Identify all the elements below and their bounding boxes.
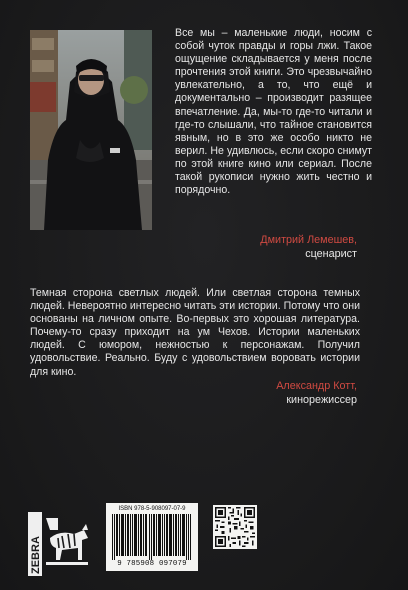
- publisher-logo-text: ZEBRA: [30, 536, 42, 574]
- review-author-bottom: [175, 380, 357, 407]
- review-author-bottom-name: Александр Котт,: [276, 380, 357, 392]
- zebra-icon: [28, 512, 92, 576]
- isbn-barcode: [106, 503, 198, 571]
- review-author-top-name: Дмитрий Лемешев,: [260, 234, 357, 246]
- review-author-bottom-role: кинорежиссер: [286, 393, 357, 406]
- review-author-top: [175, 234, 357, 261]
- author-photo: [30, 30, 152, 230]
- review-quote-top-text: Все мы – маленькие люди, носим с собой чуток правды и горы лжи. Такое ощущение складывается у меня после прочтения этой книги. Это чрезвычайно увлекательно, а то, что ещё и документально – производит разящее впечатление. Да, мы-то где-то читали и где-то слышали, что тайное становится явным, но в это же особо никто не верил. Не удивлюсь, если скоро снимут по этой книге кино или сериал. После такой рукописи нужно жить честно и порядочно.: [175, 27, 372, 197]
- publisher-logo: [28, 512, 92, 576]
- barcode-bars: [110, 514, 194, 560]
- review-author-top-role: сценарист: [305, 247, 357, 260]
- author-photo-image: [30, 30, 152, 230]
- isbn-label: ISBN 978-5-908097-07-9: [118, 506, 186, 512]
- review-quote-top: [175, 27, 372, 197]
- review-quote-bottom: [30, 287, 360, 379]
- barcode-digits: 9 785908 097079: [117, 560, 187, 568]
- qr-code[interactable]: [213, 505, 257, 549]
- review-quote-bottom-text: Темная сторона светлых людей. Или светлая сторона темных людей. Невероятно интересно читать эти истории. Потому что они основаны на личном опыте. Во-первых это хорошая литература. Почему-то сразу приходит на ум Чехов. Истории маленьких людей. С юмором, нежностью к персонажам. Получил удовольствие. Реально. Буду с удовольствием воровать истории для кино.: [30, 287, 360, 378]
- qr-code-icon: [215, 507, 255, 547]
